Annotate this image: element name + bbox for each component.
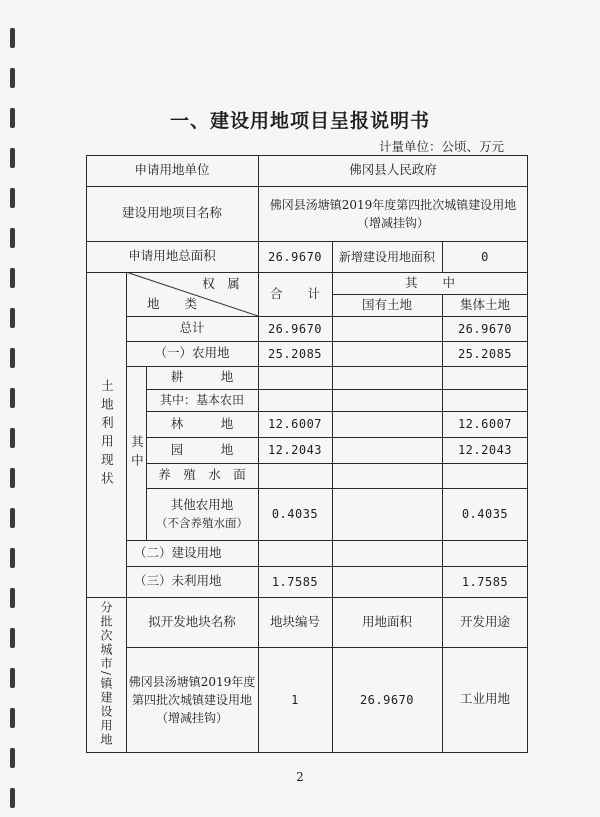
row-yuandi-label: 园 地 (170, 441, 234, 457)
batch-col-no: 地块编号 (269, 613, 320, 629)
header-qizhong: 其 中 (404, 274, 455, 290)
row-yangzhi-guoyou (332, 463, 442, 488)
row-farm-label: （一）农用地 (154, 345, 230, 361)
row-total-heji: 26.9670 (267, 321, 323, 336)
header-heji: 合 计 (269, 285, 320, 301)
project-name-value: 佛冈县汤塘镇2019年度第四批次城镇建设用地 （增减挂钩） (269, 197, 517, 230)
land-use-side-label: 土地利用现状 (99, 379, 115, 490)
row-total-jiti: 26.9670 (457, 321, 513, 336)
row-farm-guoyou (332, 341, 442, 366)
row-lindi-guoyou (332, 411, 442, 437)
row-gengdi-guoyou (332, 366, 442, 389)
header-guoyou: 国有土地 (361, 296, 412, 312)
row-construction-jiti (442, 540, 528, 566)
header-jiti: 集体土地 (459, 296, 510, 312)
row-unused-heji: 1.7585 (271, 574, 319, 589)
applicant-value: 佛冈县人民政府 (349, 162, 437, 178)
row-construction-label: （二）建设用地 (134, 544, 222, 560)
row-yangzhi-label: 养 殖 水 面 (158, 467, 246, 483)
new-area-value: 0 (481, 249, 489, 264)
total-area-label: 申请用地总面积 (128, 248, 216, 264)
header-dilei: 地 类 (146, 295, 197, 311)
row-jiben-guoyou (332, 389, 442, 411)
row-jiben-jiti (442, 389, 528, 411)
row-farm-jiti: 25.2085 (457, 346, 513, 361)
row-other-farm-label: 其他农用地 （不含养殖水面） (156, 497, 248, 530)
project-name-label: 建设用地项目名称 (121, 205, 222, 221)
row-yangzhi-jiti (442, 463, 528, 488)
header-quanshu: 权 属 (202, 275, 240, 291)
row-yuandi-heji: 12.2043 (267, 443, 323, 457)
row-other-farm-guoyou (332, 488, 442, 540)
row-lindi-jiti: 12.6007 (457, 417, 513, 431)
batch-plot-area: 26.9670 (359, 692, 415, 707)
row-gengdi-heji (258, 366, 332, 389)
page-number: 2 (296, 770, 304, 784)
document-title: 一、建设用地项目呈报说明书 (169, 110, 430, 132)
row-yuandi-jiti: 12.2043 (457, 443, 513, 457)
batch-col-name: 拟开发地块名称 (148, 613, 236, 629)
row-other-farm-jiti: 0.4035 (461, 507, 509, 521)
row-gengdi-jiti (442, 366, 528, 389)
applicant-label: 申请用地单位 (134, 162, 210, 178)
batch-col-area: 用地面积 (361, 613, 412, 629)
row-total-guoyou (332, 316, 442, 341)
total-area-value: 26.9670 (267, 249, 323, 264)
row-farm-heji: 25.2085 (267, 346, 323, 361)
row-unused-jiti: 1.7585 (461, 574, 509, 589)
row-other-farm-heji: 0.4035 (271, 507, 319, 521)
row-unused-guoyou (332, 566, 442, 597)
row-jiben-heji (258, 389, 332, 411)
new-area-label: 新增建设用地面积 (338, 249, 435, 264)
row-unused-label: （三）未利用地 (134, 573, 222, 589)
row-jiben-label: 其中：基本农田 (159, 393, 244, 407)
row-construction-guoyou (332, 540, 442, 566)
unit-note: 计量单位：公顷、万元 (378, 139, 504, 154)
batch-plot-no: 1 (291, 692, 299, 707)
batch-plot-name: 佛冈县汤塘镇2019年度 第四批次城镇建设用地 （增减挂钩） (128, 674, 256, 725)
batch-col-use: 开发用途 (459, 613, 510, 629)
row-yuandi-guoyou (332, 437, 442, 463)
qizhong-side-label: 其中 (129, 434, 145, 472)
row-lindi-label: 林 地 (170, 415, 234, 431)
batch-side-label: 分批次城市/镇建设用地 (99, 601, 113, 748)
row-construction-heji (258, 540, 332, 566)
row-yangzhi-heji (258, 463, 332, 488)
row-total-label: 总计 (179, 320, 205, 336)
batch-plot-use: 工业用地 (459, 691, 510, 707)
row-lindi-heji: 12.6007 (267, 417, 323, 431)
row-gengdi-label: 耕 地 (170, 369, 234, 385)
